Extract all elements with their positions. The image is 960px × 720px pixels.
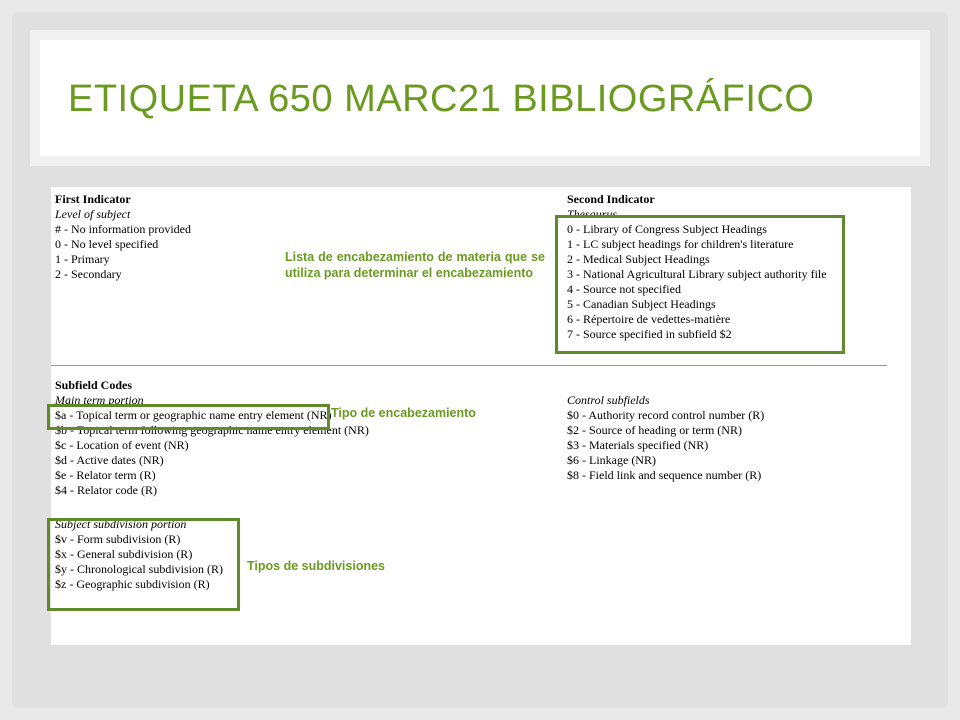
first-indicator-section [55, 192, 191, 282]
first-indicator-item: 2 - Secondary [55, 267, 122, 281]
thesaurus-item: 4 - Source not specified [567, 282, 681, 296]
thesaurus-item: 3 - National Agricultural Library subject authority file [567, 267, 827, 281]
control-subfields-label: Control subfields [567, 393, 650, 407]
title-frame [30, 30, 930, 166]
subfield-item: $e - Relator term (R) [55, 468, 156, 482]
second-indicator-heading: Second Indicator [567, 192, 655, 206]
subfield-item: $b - Topical term following geographic name entry element (NR) [55, 423, 369, 437]
first-indicator-item: 1 - Primary [55, 252, 110, 266]
subfield-codes-section [55, 378, 369, 498]
control-subfield-item: $0 - Authority record control number (R) [567, 408, 765, 422]
subdivision-highlight-box [47, 518, 240, 611]
subfield-item: $d - Active dates (NR) [55, 453, 164, 467]
subfield-item: $4 - Relator code (R) [55, 483, 157, 497]
heading-type-note: Tipo de encabezamiento [331, 406, 476, 420]
subdivision-item: $y - Chronological subdivision (R) [55, 562, 223, 576]
slide-title: ETIQUETA 650 MARC21 BIBLIOGRÁFICO [68, 78, 815, 120]
control-subfield-item: $2 - Source of heading or term (NR) [567, 423, 742, 437]
thesaurus-highlight-box [555, 215, 845, 354]
second-indicator-subheading: Thesaurus [567, 207, 618, 221]
first-indicator-item: 0 - No level specified [55, 237, 159, 251]
control-subfield-item: $6 - Linkage (NR) [567, 453, 656, 467]
thesaurus-list-note: Lista de encabezamiento de materia que se utiliza para determinar el encabezamiento [285, 250, 545, 280]
thesaurus-item: 2 - Medical Subject Headings [567, 252, 710, 266]
subdivision-types-note: Tipos de subdivisiones [247, 559, 385, 573]
section-divider [51, 365, 887, 366]
subfield-item: $a - Topical term or geographic name entry element (NR) [55, 408, 332, 422]
subfield-item: $c - Location of event (NR) [55, 438, 189, 452]
subdivision-item: $x - General subdivision (R) [55, 547, 193, 561]
main-term-portion-label: Main term portion [55, 393, 144, 407]
control-subfield-item: $8 - Field link and sequence number (R) [567, 468, 762, 482]
title-box [40, 40, 920, 156]
subject-subdivision-label: Subject subdivision portion [55, 517, 187, 531]
first-indicator-item: # - No information provided [55, 222, 191, 236]
thesaurus-item: 6 - Répertoire de vedettes-matière [567, 312, 731, 326]
control-subfields-section [567, 393, 764, 483]
thesaurus-item: 5 - Canadian Subject Headings [567, 297, 716, 311]
thesaurus-item: 7 - Source specified in subfield $2 [567, 327, 732, 341]
subdivision-item: $v - Form subdivision (R) [55, 532, 181, 546]
first-indicator-subheading: Level of subject [55, 207, 131, 221]
first-indicator-heading: First Indicator [55, 192, 131, 206]
thesaurus-item: 1 - LC subject headings for children's literature [567, 237, 794, 251]
subdivision-item: $z - Geographic subdivision (R) [55, 577, 210, 591]
control-subfield-item: $3 - Materials specified (NR) [567, 438, 709, 452]
thesaurus-item: 0 - Library of Congress Subject Headings [567, 222, 767, 236]
subfield-a-highlight-box [47, 404, 330, 430]
subfield-codes-heading: Subfield Codes [55, 378, 133, 392]
